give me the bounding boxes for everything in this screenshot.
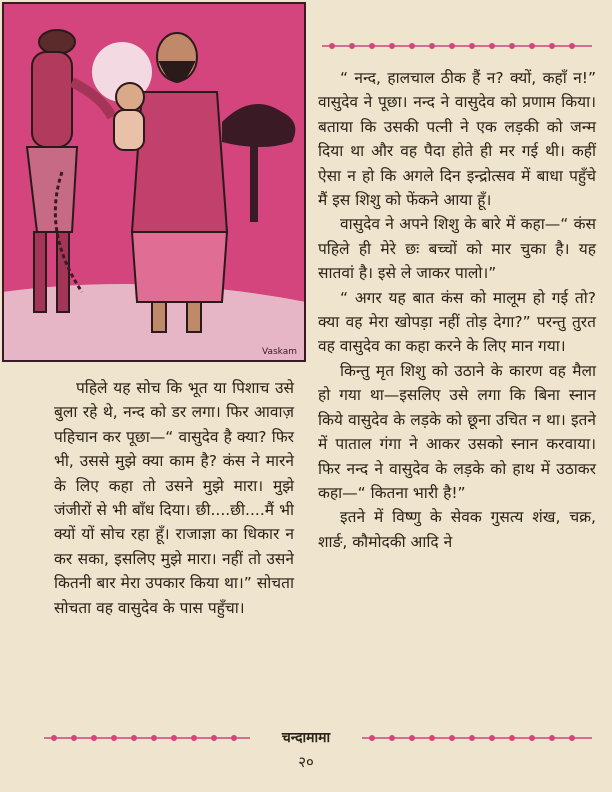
paragraph: वासुदेव ने अपने शिशु के बारे में कहा—“ कंस पहिले ही मेरे छः बच्चों को मार चुका है। यह सातवां है। इसे ले जाकर पालो।” bbox=[318, 215, 596, 283]
paragraph: इतने में विष्णु के सेवक गुसत्य शंख, चक्र, शार्ङ, कौमोदकी आदि ने bbox=[318, 508, 596, 551]
left-text-column bbox=[54, 376, 294, 620]
child-figure bbox=[114, 83, 144, 150]
magazine-title: चन्दामामा bbox=[281, 730, 331, 746]
paragraph: किन्तु मृत शिशु को उठाने के कारण वह मैला हो गया था—इसलिए उसे लगा कि बिना स्नान किये वासुदेव के लड़के को छूना उचित न था। इतने में पाताल गंगा ने आकर उसको स्नान करवाया। फिर नन्द ने वासुदेव के लड़के को हाथ में उठाकर कहा—“ कितना भारी है!” bbox=[318, 361, 596, 502]
right-text-column bbox=[318, 66, 596, 554]
top-ornament bbox=[322, 40, 592, 52]
illustration-art bbox=[2, 2, 306, 362]
paragraph: “ अगर यह बात कंस को मालूम हो गई तो? क्या वह मेरा खोपड़ा नहीं तोड़ देगा?” परन्तु तुरत वह वासुदेव का कहा करने के लिए मान गया। bbox=[318, 288, 596, 356]
paragraph: पहिले यह सोच कि भूत या पिशाच उसे बुला रहे थे, नन्द को डर लगा। फिर आवाज़ पहिचान कर पूछा—“ वासुदेव है क्या? फिर भी, उससे मुझे क्या काम है? कंस ने मारने के लिए कहा तो उसने मुझे मारा। मुझे जंजीरों से भी बाँध दिया। छी....छी....मैं भी क्यों यों सोच रहा हूँ। राजाज्ञा का धिकार न कर सका, इसलिए मुझे मारा। नहीं तो उसने कितनी बार मेरा उपकार किया था।” सोचता सोचता वह वासुदेव के पास पहुँचा। bbox=[54, 379, 294, 617]
story-illustration bbox=[2, 2, 306, 362]
artist-signature: Vaskam bbox=[262, 347, 297, 357]
page-number: २० bbox=[298, 753, 314, 771]
paragraph: “ नन्द, हालचाल ठीक हैं न? क्यों, कहाँ न!” वासुदेव ने पूछा। नन्द ने वासुदेव को प्रणाम किया। बताया कि उसकी पत्नी ने एक लड़की को जन्म दिया था और वह पैदा होते ही मर गई थी। कहीं ऐसा न हो कि अगले दिन इन्द्रोत्सव में बाधा पहुँचे मैं इस शिशु को फेंकने आया हूँ। bbox=[318, 69, 596, 210]
